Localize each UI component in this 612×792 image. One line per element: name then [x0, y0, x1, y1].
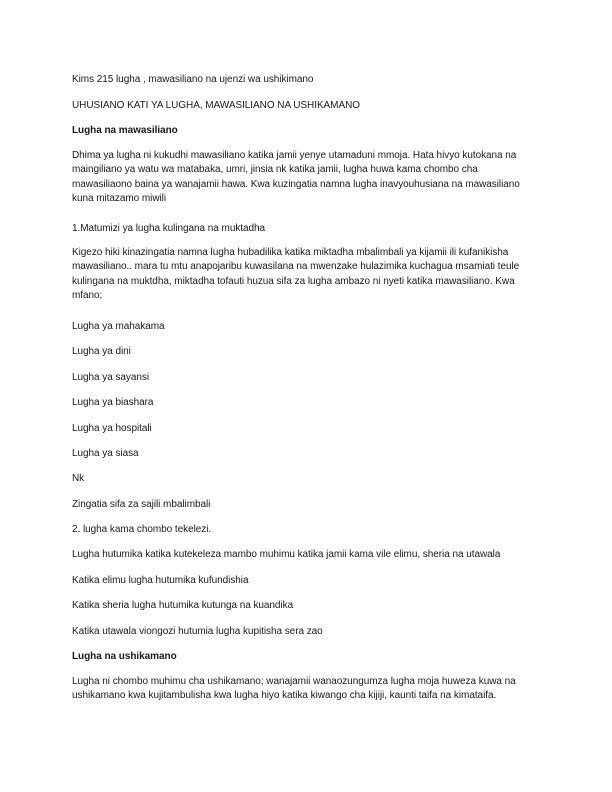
point1-heading: 1.Matumizi ya lugha kulingana na muktadha [72, 223, 266, 234]
section-heading-lugha-na-ushikamano: Lugha na ushikamano [72, 651, 177, 662]
point1-paragraph [72, 246, 542, 303]
paragraph-line: mfano; [72, 289, 103, 301]
point2-line: Katika elimu lugha hutumika kufundishia [72, 575, 249, 586]
paragraph-line: mawasiliaono baina ya wanajamii hawa. Kwa kuzingatia namna lugha inavyouhusiana na mawasiliano [72, 178, 520, 190]
example-item: Lugha ya sayansi [72, 372, 150, 383]
paragraph-line: ushikamano kwa kujitambulisha kwa lugha hiyo katika kiwango cha kijiji, kaunti taifa na kimataifa. [72, 690, 497, 702]
paragraph-line: kulingana na muktdha, miktadha tofauti huzua sifa za lugha ambazo ni nyeti katika mawasiliano. Kwa [72, 275, 515, 287]
example-item: Lugha ya biashara [72, 397, 154, 408]
paragraph-line: maingiliano ya watu wa matabaka, umri, jinsia nk katika jamii, lugha huwa kama chombo cha [72, 164, 478, 176]
paragraph-line: kuna mitazamo miwili [72, 192, 167, 204]
example-item: Lugha ya hospitali [72, 423, 152, 434]
example-item: Lugha ya dini [72, 346, 131, 357]
section1-paragraph [72, 149, 542, 206]
paragraph-line: Dhima ya lugha ni kukudhi mawasiliano katika jamii yenye utamaduni mmoja. Hata hivyo kutokana na [72, 150, 517, 161]
point2-heading: 2. lugha kama chombo tekelezi. [72, 524, 212, 535]
example-item: Lugha ya mahakama [72, 321, 165, 332]
point2-line: Katika utawala viongozi hutumia lugha kupitisha sera zao [72, 626, 323, 637]
course-header-line: Kims 215 lugha , mawasiliano na ujenzi wa ushikimano [72, 74, 314, 85]
paragraph-line: Kigezo hiki kinazingatia namna lugha hubadilika katika miktadha mbalimbali ya kijamii ili kufanikisha [72, 247, 509, 258]
paragraph-line: mawasiliano.. mara tu mtu anapojaribu kuwasilana na mwenzake hulazimika kuchagua msamiati teule [72, 261, 520, 273]
point2-line: Katika sheria lugha hutumika kutunga na kuandika [72, 600, 294, 611]
section-heading-lugha-na-mawasiliano: Lugha na mawasiliano [72, 125, 178, 136]
example-item: Nk [72, 473, 85, 484]
point2-line: Lugha hutumika katika kutekeleza mambo muhimu katika jamii kama vile elimu, sheria na utawala [72, 549, 501, 560]
paragraph-line: Lugha ni chombo muhimu cha ushikamano; wanajamii wanaozungumza lugha moja huweza kuwa na [72, 676, 516, 687]
section2-paragraph [72, 675, 542, 704]
document-title: UHUSIANO KATI YA LUGHA, MAWASILIANO NA USHIKAMANO [72, 100, 360, 111]
example-item: Lugha ya siasa [72, 448, 139, 459]
note-line: Zingatia sifa za sajili mbalimbali [72, 499, 211, 510]
